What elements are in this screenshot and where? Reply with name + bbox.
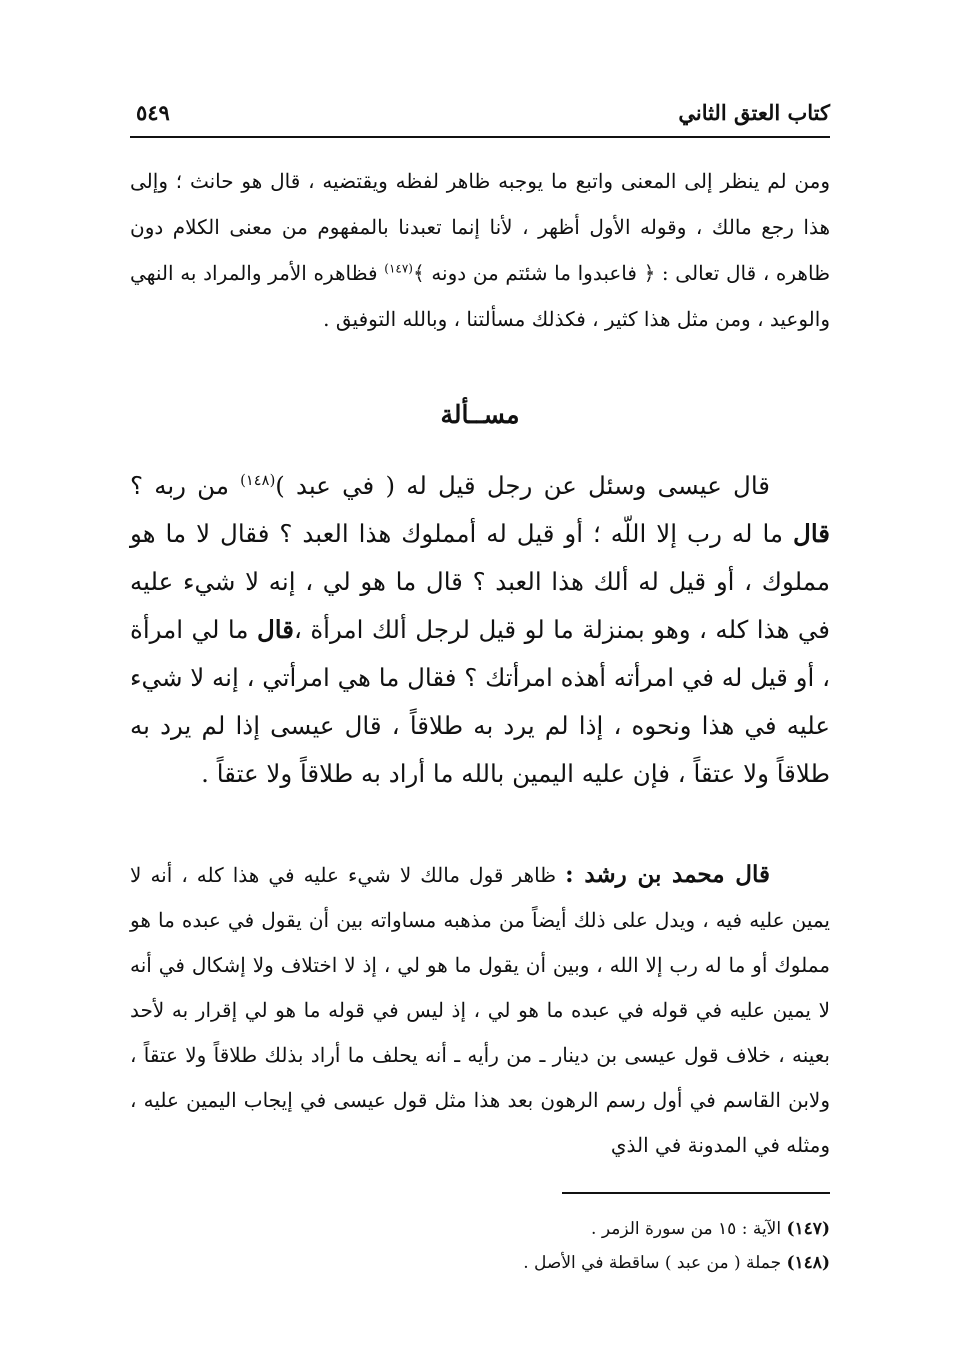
paragraph-1 <box>130 158 830 342</box>
running-head <box>130 98 830 138</box>
paragraph-2-text-a: قال عيسى وسئل عن رجل قيل له ( في عبد ) <box>275 471 770 500</box>
paragraph-2-bold-2: قال <box>256 615 294 644</box>
paragraph-3 <box>130 852 830 1168</box>
footnote-147-number: (١٤٧) <box>786 1219 830 1239</box>
footnote-ref-148: (١٤٨) <box>240 471 276 489</box>
footnote-148-number: (١٤٨) <box>786 1253 830 1273</box>
footnote-148-text: جملة ( من عبد ) ساقطة في الأصل . <box>523 1253 787 1273</box>
page-number: ٥٤٩ <box>136 100 170 125</box>
paragraph-2-text-b: من ربه ؟ <box>130 471 241 500</box>
paragraph-3-lead: قال محمد بن رشد : <box>565 861 770 888</box>
paragraph-1-text-b: فظاهره الأمر والمراد به النهي والوعيد ، ومن مثل هذا كثير ، فكذلك مسألتنا ، وبالله التوفيق . <box>130 261 830 331</box>
paragraph-2-bold-1: قال <box>793 519 830 548</box>
book-page <box>130 80 830 1320</box>
paragraph-1-text-a: ومن لم ينظر إلى المعنى واتبع ما يوجبه ظاهر لفظه ويقتضيه ، قال هو حانث ؛ وإلى هذا رجع مالك ، وقوله الأول أظهر ، لأنا إنما تعبدنا بالمفهوم من معنى الكلام دون ظاهره ، قال تعالى : ﴿ فاعبدوا ما شئتم من دونه ﴾ <box>130 169 830 285</box>
paragraph-3-text: ظاهر قول مالك لا شيء عليه في هذا كله ، أنه لا يمين عليه فيه ، ويدل على ذلك أيضاً من مذهبه مساواته بين أن يقول في عبده ما هو مملوك أو ما له رب إلا الله ، وبين أن يقول ما هو لي ، إذ لا اختلاف ولا إشكال في أنه لا يمين عليه في قوله في عبده ما هو لي ، إذ ليس في قوله ما هو لي إقرار به لأحد بعينه ، خلاف قول عيسى بن دينار ـ من رأيه ـ أنه يحلف ما أراد بذلك طلاقاً ولا عتقاً ، ولابن القاسم في أول رسم الرهون بعد هذا مثل قول عيسى في إيجاب اليمين عليه ، ومثله في المدونة في الذي <box>130 863 830 1157</box>
footnote-147-text: الآية : ١٥ من سورة الزمر . <box>591 1219 787 1239</box>
footnote-separator <box>562 1192 830 1194</box>
paragraph-2-text-c: ما له رب إلا اللّه ؛ أو قيل له أمملوك هذا العبد ؟ فقال لا ما هو مملوك ، أو قيل له ألك هذا العبد ؟ قال ما هو لي ، إنه لا شيء عليه في هذا كله ، وهو بمنزلة ما لو قيل لرجل ألك امرأة ، <box>130 519 830 644</box>
footnote-148 <box>130 1246 830 1280</box>
book-title: كتاب العتق الثاني <box>678 100 830 125</box>
section-heading: مســألة <box>440 400 520 429</box>
paragraph-2 <box>130 462 830 798</box>
footnotes <box>130 1212 830 1280</box>
paragraph-2-text-d: ما لي امرأة ، أو قيل له في امرأته أهذه امرأتك ؟ فقال ما هي امرأتي ، إنه لا شيء عليه في هذا ونحوه ، إذا لم يرد به طلاقاً ، قال عيسى إذا لم يرد به طلاقاً ولا عتقاً ، فإن عليه اليمين بالله ما أراد به طلاقاً ولا عتقاً . <box>130 615 830 788</box>
footnote-147 <box>130 1212 830 1246</box>
footnote-ref-147: (١٤٧) <box>384 261 413 276</box>
